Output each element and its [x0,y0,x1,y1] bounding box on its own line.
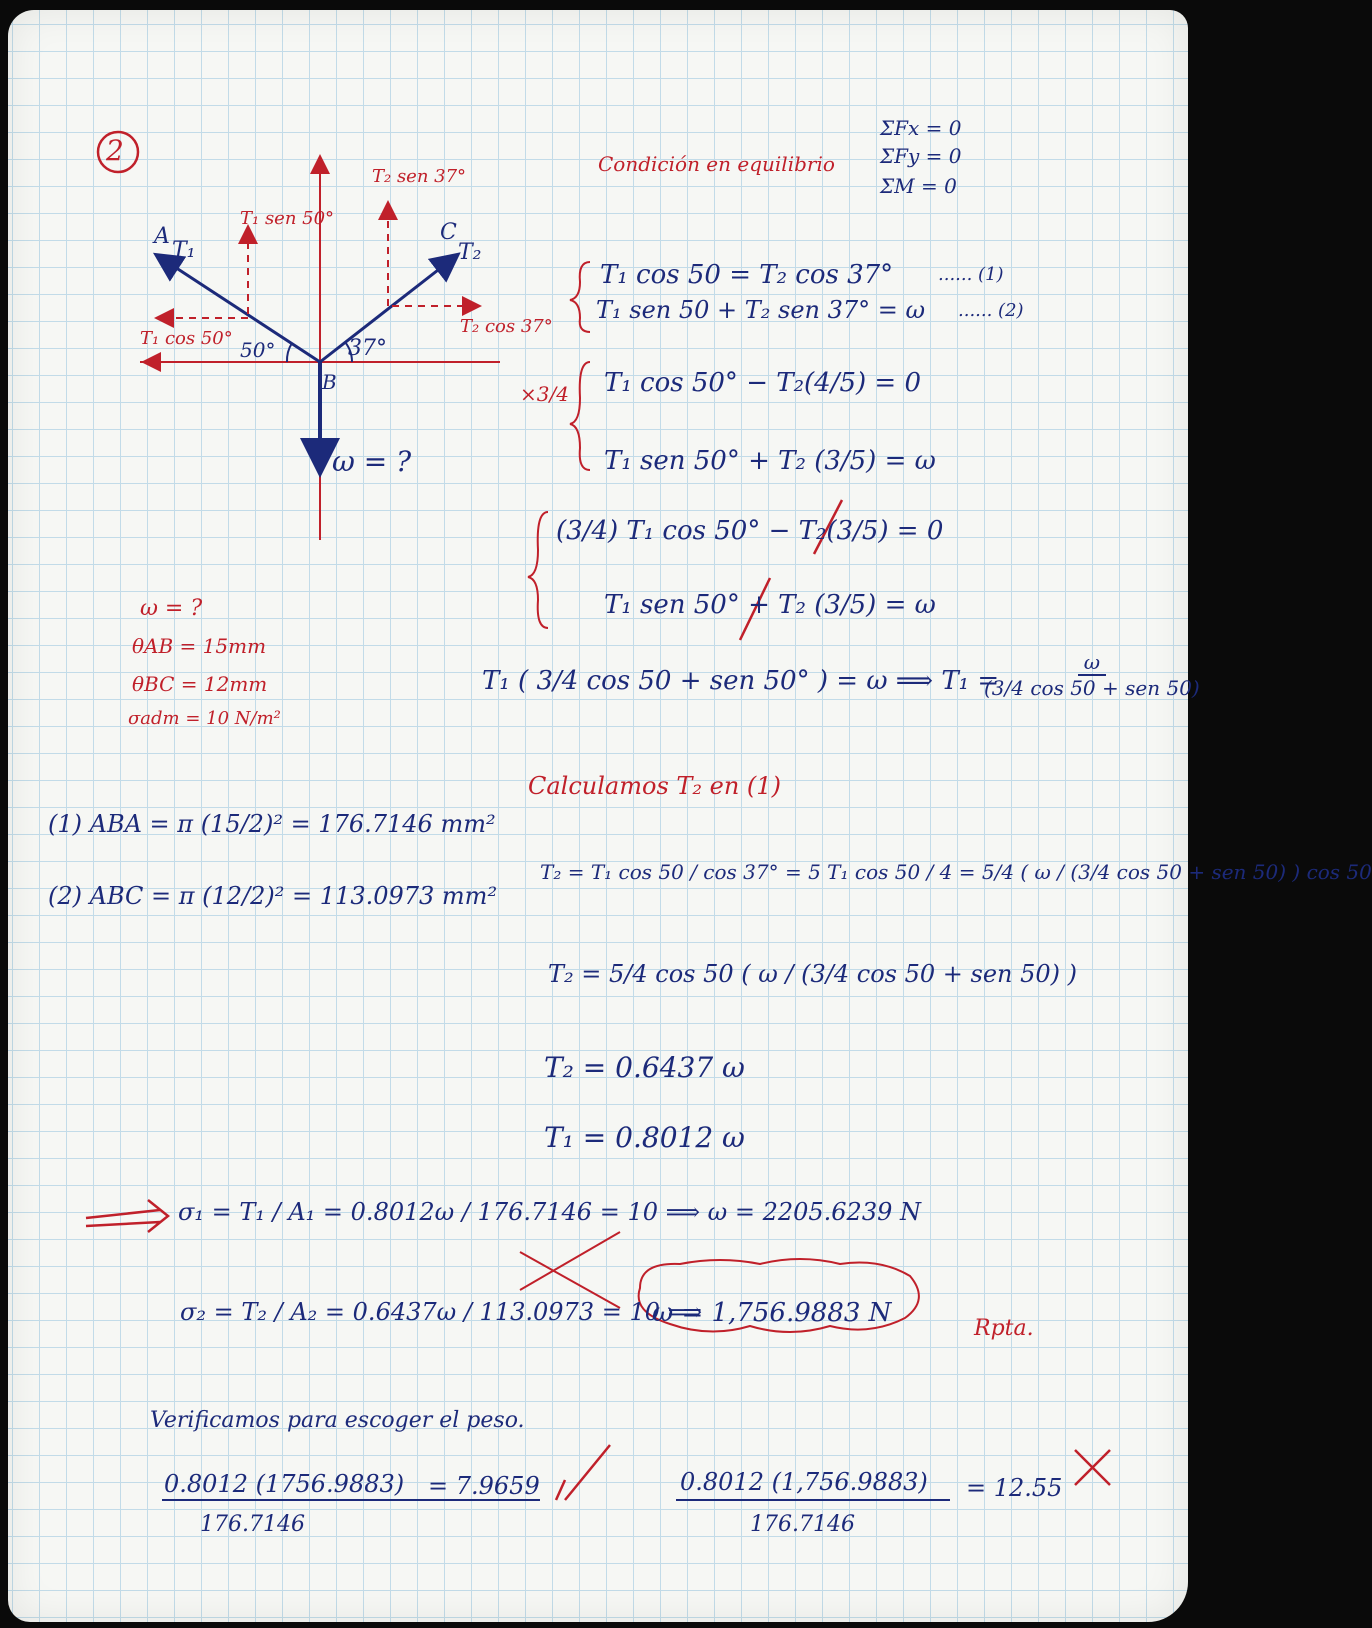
label-point-a: A [154,224,170,249]
angle-50: 50° [240,338,276,362]
equation-2-tag: ...... (2) [958,300,1024,321]
data-theta-ab: θAB = 15mm [132,634,267,658]
label-weight: ω = ? [332,445,412,478]
problem-number: 2 [106,134,124,167]
equation-1: T₁ cos 50 = T₂ cos 37° [600,260,894,290]
label-t2: T₂ [458,240,482,265]
equation-6: T₁ sen 50° + T₂ (3/5) = ω [604,590,936,620]
t1-fraction [978,652,1206,698]
t1-fraction-den: (3/4 cos 50 + sen 50) [984,676,1200,700]
verify-2-numerator: 0.8012 (1,756.9883) [680,1468,928,1496]
data-theta-bc: θBC = 12mm [132,672,268,696]
label-point-b: B [322,370,337,394]
label-t1-cos: T₁ cos 50° [140,328,233,349]
final-answer: ω = 1,756.9883 N [652,1298,892,1328]
verify-1-result: = 7.9659 [428,1472,540,1500]
rpta-label: Rpta. [974,1316,1034,1341]
sigma-2-line: σ₂ = T₂ / A₂ = 0.6437ω / 113.0973 = 10 ⟹ [180,1298,703,1326]
t2-vector [320,256,456,362]
label-t1-sen: T₁ sen 50° [240,208,335,229]
verify-title: Verificamos para escoger el peso. [150,1408,525,1433]
multiplier: ×3/4 [520,382,569,406]
equation-1-tag: ...... (1) [938,264,1004,285]
condition-fy: ΣFy = 0 [880,144,962,168]
data-weight: ω = ? [140,596,203,621]
t2-result: T₂ = 0.6437 ω [544,1051,745,1084]
t1-fraction-num: ω [1078,652,1106,676]
t1-result: T₁ = 0.8012 ω [544,1121,745,1154]
label-t1: T₁ [172,238,196,263]
label-t2-sen: T₂ sen 37° [372,166,467,187]
x-mark [1075,1450,1110,1485]
equation-2: T₁ sen 50 + T₂ sen 37° = ω [596,296,926,324]
equation-3: T₁ cos 50° − T₂(4/5) = 0 [604,368,922,398]
area-bc: (2) ABC = π (12/2)² = 113.0973 mm² [48,882,498,910]
condition-fx: ΣFx = 0 [880,116,962,140]
label-point-c: C [440,220,457,245]
verify-1-denominator: 176.7146 [200,1512,305,1537]
t2-step-1: T₂ = T₁ cos 50 / cos 37° = 5 T₁ cos 50 / 4 = 5/4 ( ω / (3/4 cos 50 + sen 50) ) cos 50 [540,860,1372,884]
t2-step-2: T₂ = 5/4 cos 50 ( ω / (3/4 cos 50 + sen 50) ) [548,960,1078,988]
calc-t2-title: Calculamos T₂ en (1) [528,772,781,800]
equation-7: T₁ ( 3/4 cos 50 + sen 50° ) = ω ⟹ T₁ = [482,666,1000,696]
check-mark [556,1445,610,1500]
label-t2-cos: T₂ cos 37° [460,316,553,337]
condition-m: ΣM = 0 [880,174,957,198]
equation-4: T₁ sen 50° + T₂ (3/5) = ω [604,446,936,476]
conditions-title: Condición en equilibrio [598,152,835,176]
highlight-arrow [86,1200,168,1232]
area-ba: (1) ABA = π (15/2)² = 176.7146 mm² [48,810,496,838]
verify-2-result: = 12.55 [966,1474,1063,1502]
angle-37: 37° [348,336,387,361]
data-sigma-adm: σadm = 10 N/m² [128,708,281,729]
verify-1-numerator: 0.8012 (1756.9883) [164,1470,405,1498]
sigma-1-line: σ₁ = T₁ / A₁ = 0.8012ω / 176.7146 = 10 ⟹ ω = 2205.6239 N [178,1198,921,1226]
equation-5: (3/4) T₁ cos 50° − T₂(3/5) = 0 [556,516,944,546]
verify-2-denominator: 176.7146 [750,1512,855,1537]
